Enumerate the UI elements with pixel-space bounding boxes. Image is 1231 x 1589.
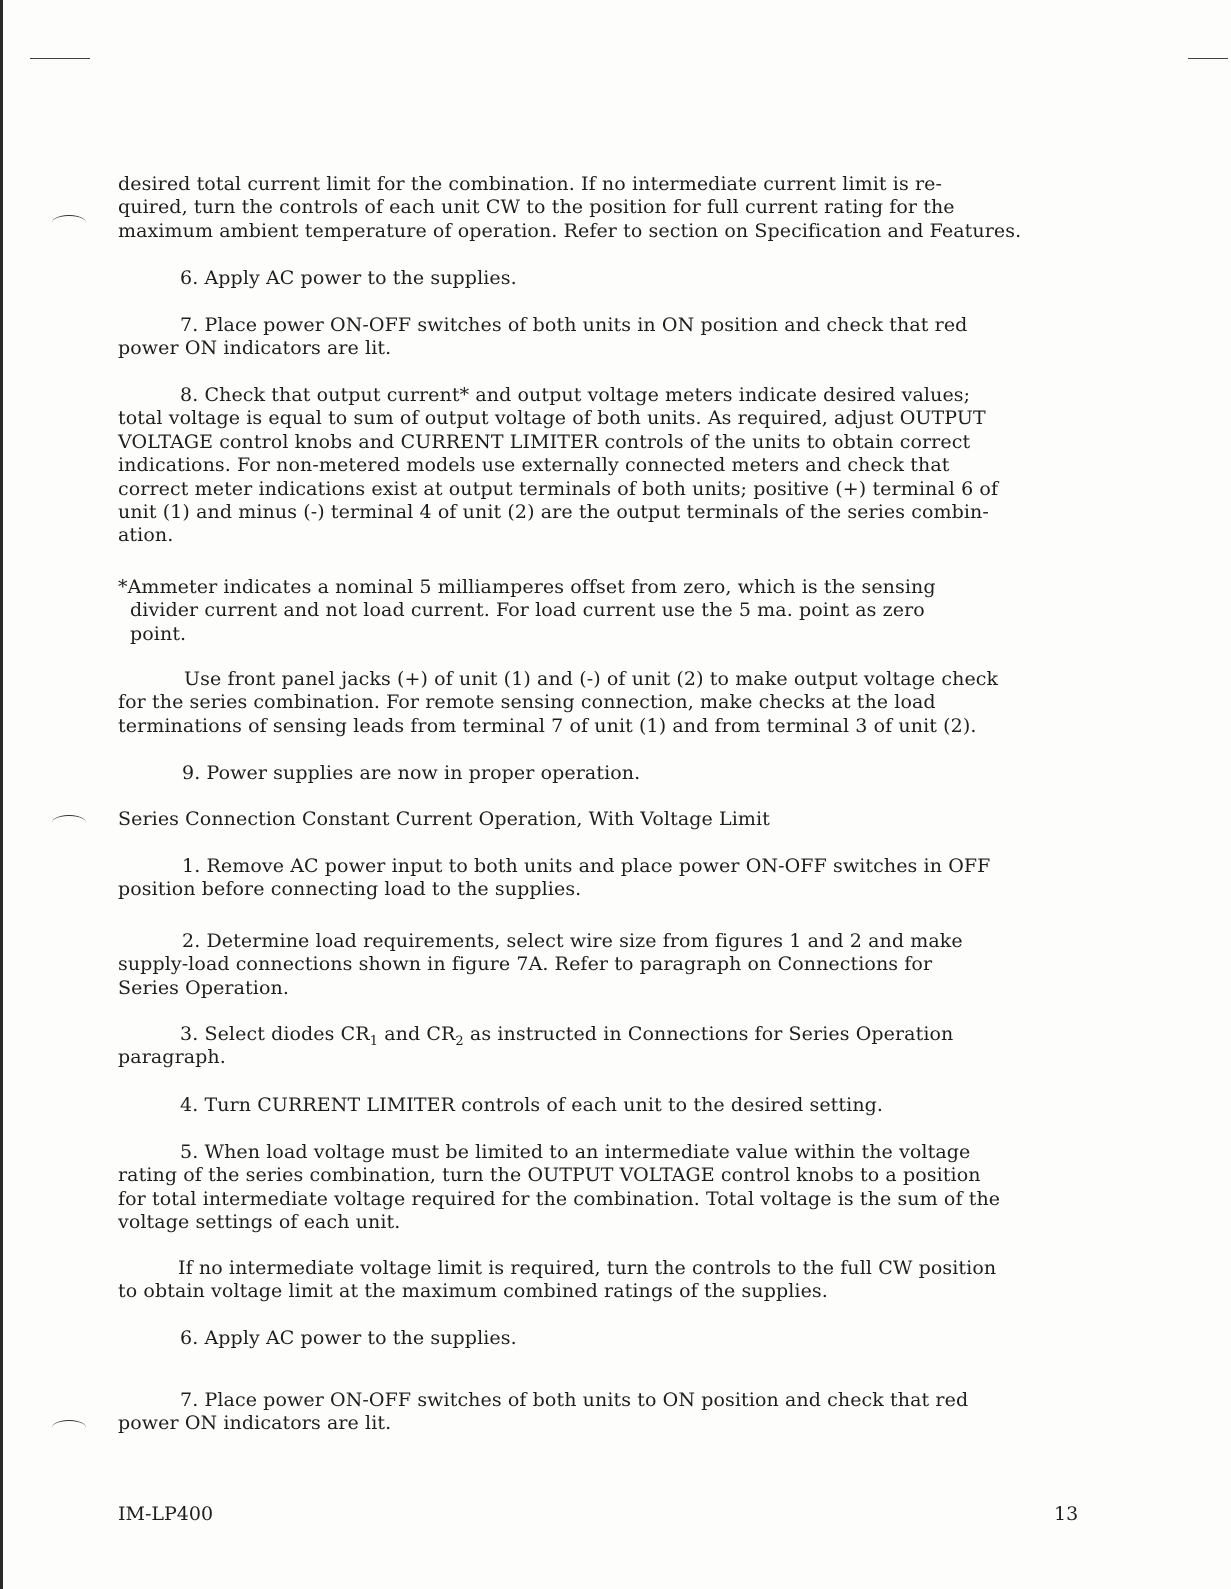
- subscript: 1: [369, 1033, 379, 1049]
- top-scan-line-right: [1188, 58, 1228, 59]
- margin-mark: [52, 215, 86, 230]
- text-run: 3. Select diodes CR: [180, 1023, 370, 1045]
- text-line: 6. Apply AC power to the supplies.: [180, 1327, 517, 1349]
- footer-doc-id: IM-LP400: [118, 1503, 214, 1525]
- page-edge-shadow: [0, 0, 3, 1589]
- text-line: desired total current limit for the combination. If no intermediate current limit is re-: [118, 173, 942, 195]
- text-run: as instructed in Connections for Series Operation: [463, 1023, 954, 1045]
- cc-step-7-power-switches: [118, 1389, 968, 1436]
- text-line: 1. Remove AC power input to both units and place power ON-OFF switches in OFF: [182, 855, 991, 877]
- text-line: quired, turn the controls of each unit CW to the position for full current rating for the: [118, 196, 955, 219]
- text-line: supply-load connections shown in figure 7A. Refer to paragraph on Connections for: [118, 953, 933, 976]
- text-line: for total intermediate voltage required for the combination. Total voltage is the sum of the: [118, 1187, 1001, 1210]
- text-line: maximum ambient temperature of operation. Refer to section on Specification and Features.: [118, 219, 1022, 242]
- step-6-apply-power: [180, 267, 517, 290]
- text-line: 6. Apply AC power to the supplies.: [180, 267, 517, 289]
- text-line: If no intermediate voltage limit is required, turn the controls to the full CW position: [178, 1257, 997, 1279]
- text-line: terminations of sensing leads from terminal 7 of unit (1) and from terminal 3 of unit (2).: [118, 714, 977, 737]
- text-line: power ON indicators are lit.: [118, 337, 392, 360]
- margin-mark: [52, 815, 86, 830]
- text-line: rating of the series combination, turn the OUTPUT VOLTAGE control knobs to a position: [118, 1164, 981, 1187]
- step-8-check-meters: [118, 384, 998, 548]
- text-line: VOLTAGE control knobs and CURRENT LIMITER controls of the units to obtain correct: [118, 430, 971, 453]
- text-line: position before connecting load to the supplies.: [118, 878, 582, 901]
- text-line: for the series combination. For remote sensing connection, make checks at the load: [118, 691, 936, 714]
- text-line: 9. Power supplies are now in proper operation.: [182, 762, 641, 784]
- text-line: [118, 1023, 954, 1049]
- text-line: 7. Place power ON-OFF switches of both units in ON position and check that red: [180, 314, 968, 336]
- text-line: voltage settings of each unit.: [118, 1211, 401, 1234]
- text-line: total voltage is equal to sum of output voltage of both units. As required, adjust OUTPUT: [118, 407, 986, 430]
- margin-mark: [52, 1420, 86, 1435]
- front-panel-jacks-note: [118, 668, 998, 738]
- text-line: divider current and not load current. For load current use the 5 ma. point as zero: [130, 599, 925, 622]
- subscript: 2: [455, 1033, 464, 1049]
- cc-step-3-select-diodes: [118, 1023, 953, 1070]
- text-line: 2. Determine load requirements, select wire size from figures 1 and 2 and make: [182, 930, 963, 952]
- text-line: correct meter indications exist at output terminals of both units; positive (+) terminal 6 of: [118, 477, 999, 500]
- text-line: unit (1) and minus (-) terminal 4 of unit (2) are the output terminals of the series combin-: [118, 501, 989, 524]
- footer-page-number: 13: [1054, 1503, 1079, 1525]
- text-line: 8. Check that output current* and output voltage meters indicate desired values;: [180, 384, 971, 406]
- cc-step-1-remove-power: [118, 855, 990, 902]
- text-line: Use front panel jacks (+) of unit (1) and (-) of unit (2) to make output voltage check: [184, 668, 999, 690]
- top-scan-line: [30, 58, 90, 59]
- text-line: paragraph.: [118, 1046, 226, 1069]
- section-heading: [118, 808, 770, 831]
- text-run: and CR: [378, 1023, 456, 1045]
- step-7-power-switches: [118, 314, 967, 361]
- paragraph-continuation: [118, 173, 1021, 243]
- step-9-proper-operation: [182, 762, 640, 785]
- text-line: *Ammeter indicates a nominal 5 milliamperes offset from zero, which is the sensing: [118, 576, 936, 598]
- text-line: 7. Place power ON-OFF switches of both units to ON position and check that red: [180, 1389, 969, 1411]
- cc-step-6-apply-power: [180, 1327, 517, 1350]
- cc-step-4-current-limiter: [180, 1094, 883, 1117]
- text-line: 4. Turn CURRENT LIMITER controls of each unit to the desired setting.: [180, 1094, 884, 1116]
- text-line: Series Operation.: [118, 976, 289, 999]
- ammeter-footnote: [118, 576, 936, 646]
- text-line: 5. When load voltage must be limited to an intermediate value within the voltage: [180, 1141, 971, 1163]
- section-heading-text: Series Connection Constant Current Operation, With Voltage Limit: [118, 808, 770, 830]
- text-line: indications. For non-metered models use externally connected meters and check that: [118, 454, 950, 477]
- no-voltage-limit-note: [118, 1257, 996, 1304]
- cc-step-5-voltage-limit: [118, 1141, 1000, 1235]
- text-line: ation.: [118, 524, 174, 547]
- text-line: point.: [130, 622, 187, 645]
- text-line: power ON indicators are lit.: [118, 1412, 392, 1435]
- text-line: to obtain voltage limit at the maximum combined ratings of the supplies.: [118, 1280, 828, 1303]
- cc-step-2-load-requirements: [118, 930, 963, 1000]
